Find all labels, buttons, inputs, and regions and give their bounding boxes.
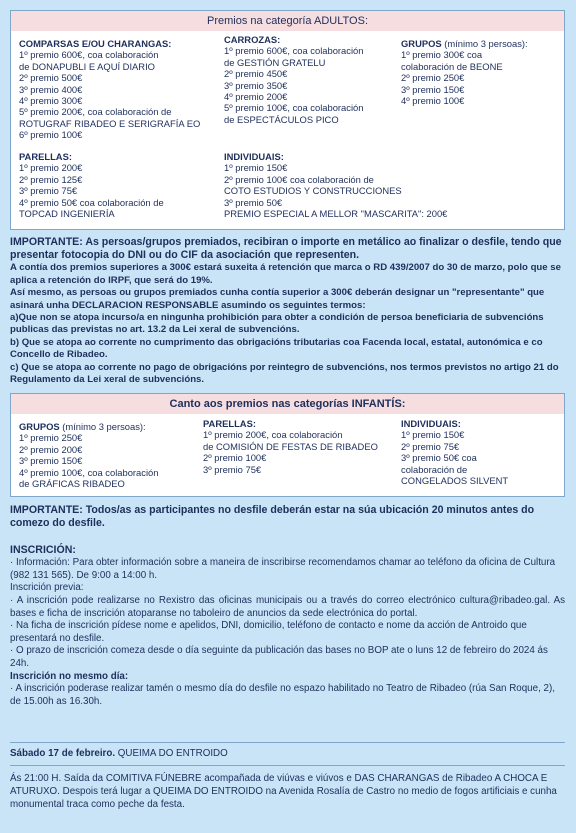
infantis-box: [10, 393, 565, 497]
parellas-line: 1º premio 200€: [19, 162, 83, 174]
infantis-grupos-line: 4º premio 100€, coa colaboración: [19, 466, 159, 478]
termo-c: c) Que se atopa ao corrente no pago de obrigacións por reintegro de subvencións, nos termos previstos no artigo 21 do Regulamento da Lei xeral de subvencións.: [10, 361, 559, 386]
queima-date: Sábado 17 de febreiro.: [10, 748, 116, 759]
infantis-individuais-line: 2º premio 75€: [401, 440, 460, 452]
infantis-title: Canto aos premios nas categorías INFANTÍS:: [11, 394, 564, 414]
adultos-comparsas: [19, 38, 200, 141]
inscricion-previa-2: · Na ficha de inscrición pídese nome e apelidos, DNI, domicilio, teléfono de contacto e nome da acción de Antroido que presentará no desfile.: [10, 620, 527, 644]
comparsas-line: de DONAPUBLI E AQUÍ DIARIO: [19, 60, 155, 72]
comparsas-line: 6º premio 100€: [19, 129, 83, 141]
grupos-line: 2º premio 250€: [401, 72, 465, 84]
retencion-text: A contía dos premios superiores a 300€ estará suxeita á retención que marca o RD 439/2007 do 30 de marzo, polo que se aplica a retención do IRPF, que será do 19%.: [10, 262, 561, 286]
carrozas-line: 4º premio 200€: [224, 91, 288, 103]
individuais-line: PREMIO ESPECIAL A MELLOR "MASCARITA": 200€: [224, 208, 448, 220]
comparsas-line: 3º premio 400€: [19, 83, 83, 95]
adultos-parellas: [19, 151, 164, 219]
infantis-grupos-line: 2º premio 200€: [19, 443, 83, 455]
grupos-line: 4º premio 100€: [401, 95, 465, 107]
individuais-line: 3º premio 50€: [224, 196, 283, 208]
queima-section: [10, 748, 565, 761]
infantis-parellas-line: 2º premio 100€: [203, 452, 267, 464]
section-divider: [10, 765, 565, 766]
comparsas-heading: COMPARSAS E/OU CHARANGAS:: [19, 38, 172, 49]
infantis-individuais-line: colaboración de: [401, 463, 468, 475]
adultos-individuais: [224, 151, 447, 219]
inscricion-info: · Información: Para obter información sobre a maneira de inscribirse recomendamos chamar ao teléfono da oficina de Cultura (982 131 565). De 9:00 a 14:00 h.: [10, 557, 556, 581]
inscricion-section: [10, 544, 565, 708]
infantis-grupos: [19, 421, 158, 489]
termo-a: a)Que non se atopa incurso/a en ningunha prohibición para obter a condición de persoa beneficiaria de subvencións publicas das previstas no art. 13.2 da Lei xeral de subvencións.: [10, 312, 544, 336]
infantis-parellas-line: 1º premio 200€, coa colaboración: [203, 429, 343, 441]
comparsas-line: ROTUGRAF RIBADEO E SERIGRAFÍA EO: [19, 117, 201, 129]
infantis-grupos-line: 1º premio 250€: [19, 432, 83, 444]
infantis-grupos-heading: [19, 421, 158, 432]
grupos-line: 3º premio 150€: [401, 83, 465, 95]
comparsas-line: 2º premio 500€: [19, 72, 83, 84]
carrozas-heading: CARROZAS:: [224, 34, 281, 45]
infantis-grupos-line: 3º premio 150€: [19, 455, 83, 467]
importante-text: IMPORTANTE: As persoas/grupos premiados, recibiran o importe en metálico ao finalizar o desfile, tendo que presentar fotocopia do DNI ou do CIF da asociación que representen.: [10, 236, 562, 262]
parellas-heading: PARELLAS:: [19, 151, 72, 162]
grupos-line: 1º premio 300€ coa: [401, 49, 483, 61]
adultos-carrozas: [224, 34, 363, 125]
infantis-individuais-line: CONGELADOS SILVENT: [401, 475, 509, 487]
carrozas-line: de GESTIÓN GRATELU: [224, 56, 326, 68]
adultos-title: Premios na categoría ADULTOS:: [11, 11, 564, 31]
inscricion-previa-heading: Inscrición previa:: [10, 582, 84, 594]
representante-text: Así mesmo, as persoas ou grupos premiados cunha contía superior a 300€ deberán designar un "representante" que asinará unha DECLARACION RESPONSABLE asumindo os seguintes termos:: [10, 287, 545, 311]
infantis-parellas-line: 3º premio 75€: [203, 463, 262, 475]
comparsas-line: 1º premio 600€, coa colaboración: [19, 49, 159, 61]
grupos-heading-bold: GRUPOS: [401, 38, 442, 49]
queima-title: QUEIMA DO ENTROIDO: [115, 748, 228, 759]
queima-text: Ás 21:00 H. Saída da COMITIVA FÚNEBRE acompañada de viúvas e viúvos e DAS CHARANGAS de Ribadeo A CHOCA E ATURUXO. Despois terá lugar a QUEIMA DO ENTROIDO na Avenida Rosalía de Castro no medio de fogos artificiais e cunha monumental traca como peche da festa.: [10, 773, 557, 810]
carrozas-line: 2º premio 450€: [224, 68, 288, 80]
comparsas-line: 4º premio 300€: [19, 95, 83, 107]
adultos-grupos: [401, 38, 528, 106]
inscricion-mesmo-heading: Inscrición no mesmo día:: [10, 670, 129, 682]
adultos-box: [10, 10, 565, 230]
inscricion-mesmo-1: · A inscrición poderase realizar tamén o mesmo día do desfile no espazo habilitado no Teatro de Ribadeo (rúa San Roque, 2), de 15.00h as 16.30h.: [10, 683, 555, 707]
carrozas-line: de ESPECTÁCULOS PICO: [224, 113, 339, 125]
inscricion-heading: INSCRICIÓN:: [10, 544, 76, 556]
comparsas-line: 5º premio 200€, coa colaboración de: [19, 106, 172, 118]
parellas-line: 2º premio 125€: [19, 173, 83, 185]
individuais-line: COTO ESTUDIOS Y CONSTRUCCIONES: [224, 185, 402, 197]
termo-b: b) Que se atopa ao corrente no cumprimento das obrigacións tributarias coa Facenda local, estatal, autonómica e co Concello de Ribadeo.: [10, 336, 543, 361]
grupos-line: colaboración de BEONE: [401, 60, 503, 72]
parellas-line: 3º premio 75€: [19, 185, 78, 197]
infantis-individuais-line: 3º premio 50€ coa: [401, 452, 477, 464]
queima-heading: [10, 748, 565, 761]
infantis-grupos-heading-bold: GRUPOS: [19, 421, 60, 432]
infantis-grupos-line: de GRÁFICAS RIBADEO: [19, 478, 125, 490]
inscricion-previa-1: · A inscrición pode realizarse no Rexistro das oficinas municipais ou a través do correo electrónico cultura@ribadeo.gal. As bases e ficha de inscrición atoparanse no taboleiro de anuncios da sede electrónica do portal.: [10, 594, 565, 619]
infantis-individuais-line: 1º premio 150€: [401, 429, 465, 441]
individuais-heading: INDIVIDUAIS:: [224, 151, 284, 162]
parellas-line: TOPCAD INGENIERÍA: [19, 208, 115, 220]
carrozas-line: 1º premio 600€, coa colaboración: [224, 45, 364, 57]
parellas-line: 4º premio 50€ coa colaboración de: [19, 196, 164, 208]
grupos-heading-note: (mínimo 3 persoas):: [441, 38, 528, 49]
infantis-parellas-heading: PARELLAS:: [203, 418, 256, 429]
importante-ubicacion-text: IMPORTANTE: Todos/as as participantes no desfile deberán estar na súa ubicación 20 minutos antes do comezo do desfile.: [10, 504, 535, 530]
individuais-line: 2º premio 100€ coa colaboración de: [224, 173, 374, 185]
infantis-grupos-heading-note: (mínimo 3 persoas):: [59, 421, 146, 432]
infantis-individuais: [401, 418, 508, 486]
infantis-individuais-heading: INDIVIDUAIS:: [401, 418, 461, 429]
carrozas-line: 3º premio 350€: [224, 79, 288, 91]
individuais-line: 1º premio 150€: [224, 162, 288, 174]
infantis-parellas-line: de COMISIÓN DE FESTAS DE RIBADEO: [203, 440, 378, 452]
importante-ubicacion: [10, 504, 565, 530]
grupos-heading: [401, 38, 528, 49]
inscricion-previa-3: · O prazo de inscrición comeza desde o día seguinte da publicación das bases no BOP ate o luns 12 de febreiro do 2024 ás 24h.: [10, 645, 548, 669]
queima-body: [10, 772, 565, 811]
carrozas-line: 5º premio 100€, coa colaboración: [224, 102, 364, 114]
infantis-parellas: [203, 418, 378, 475]
section-divider: [10, 742, 565, 743]
importante-premios: [10, 236, 565, 386]
